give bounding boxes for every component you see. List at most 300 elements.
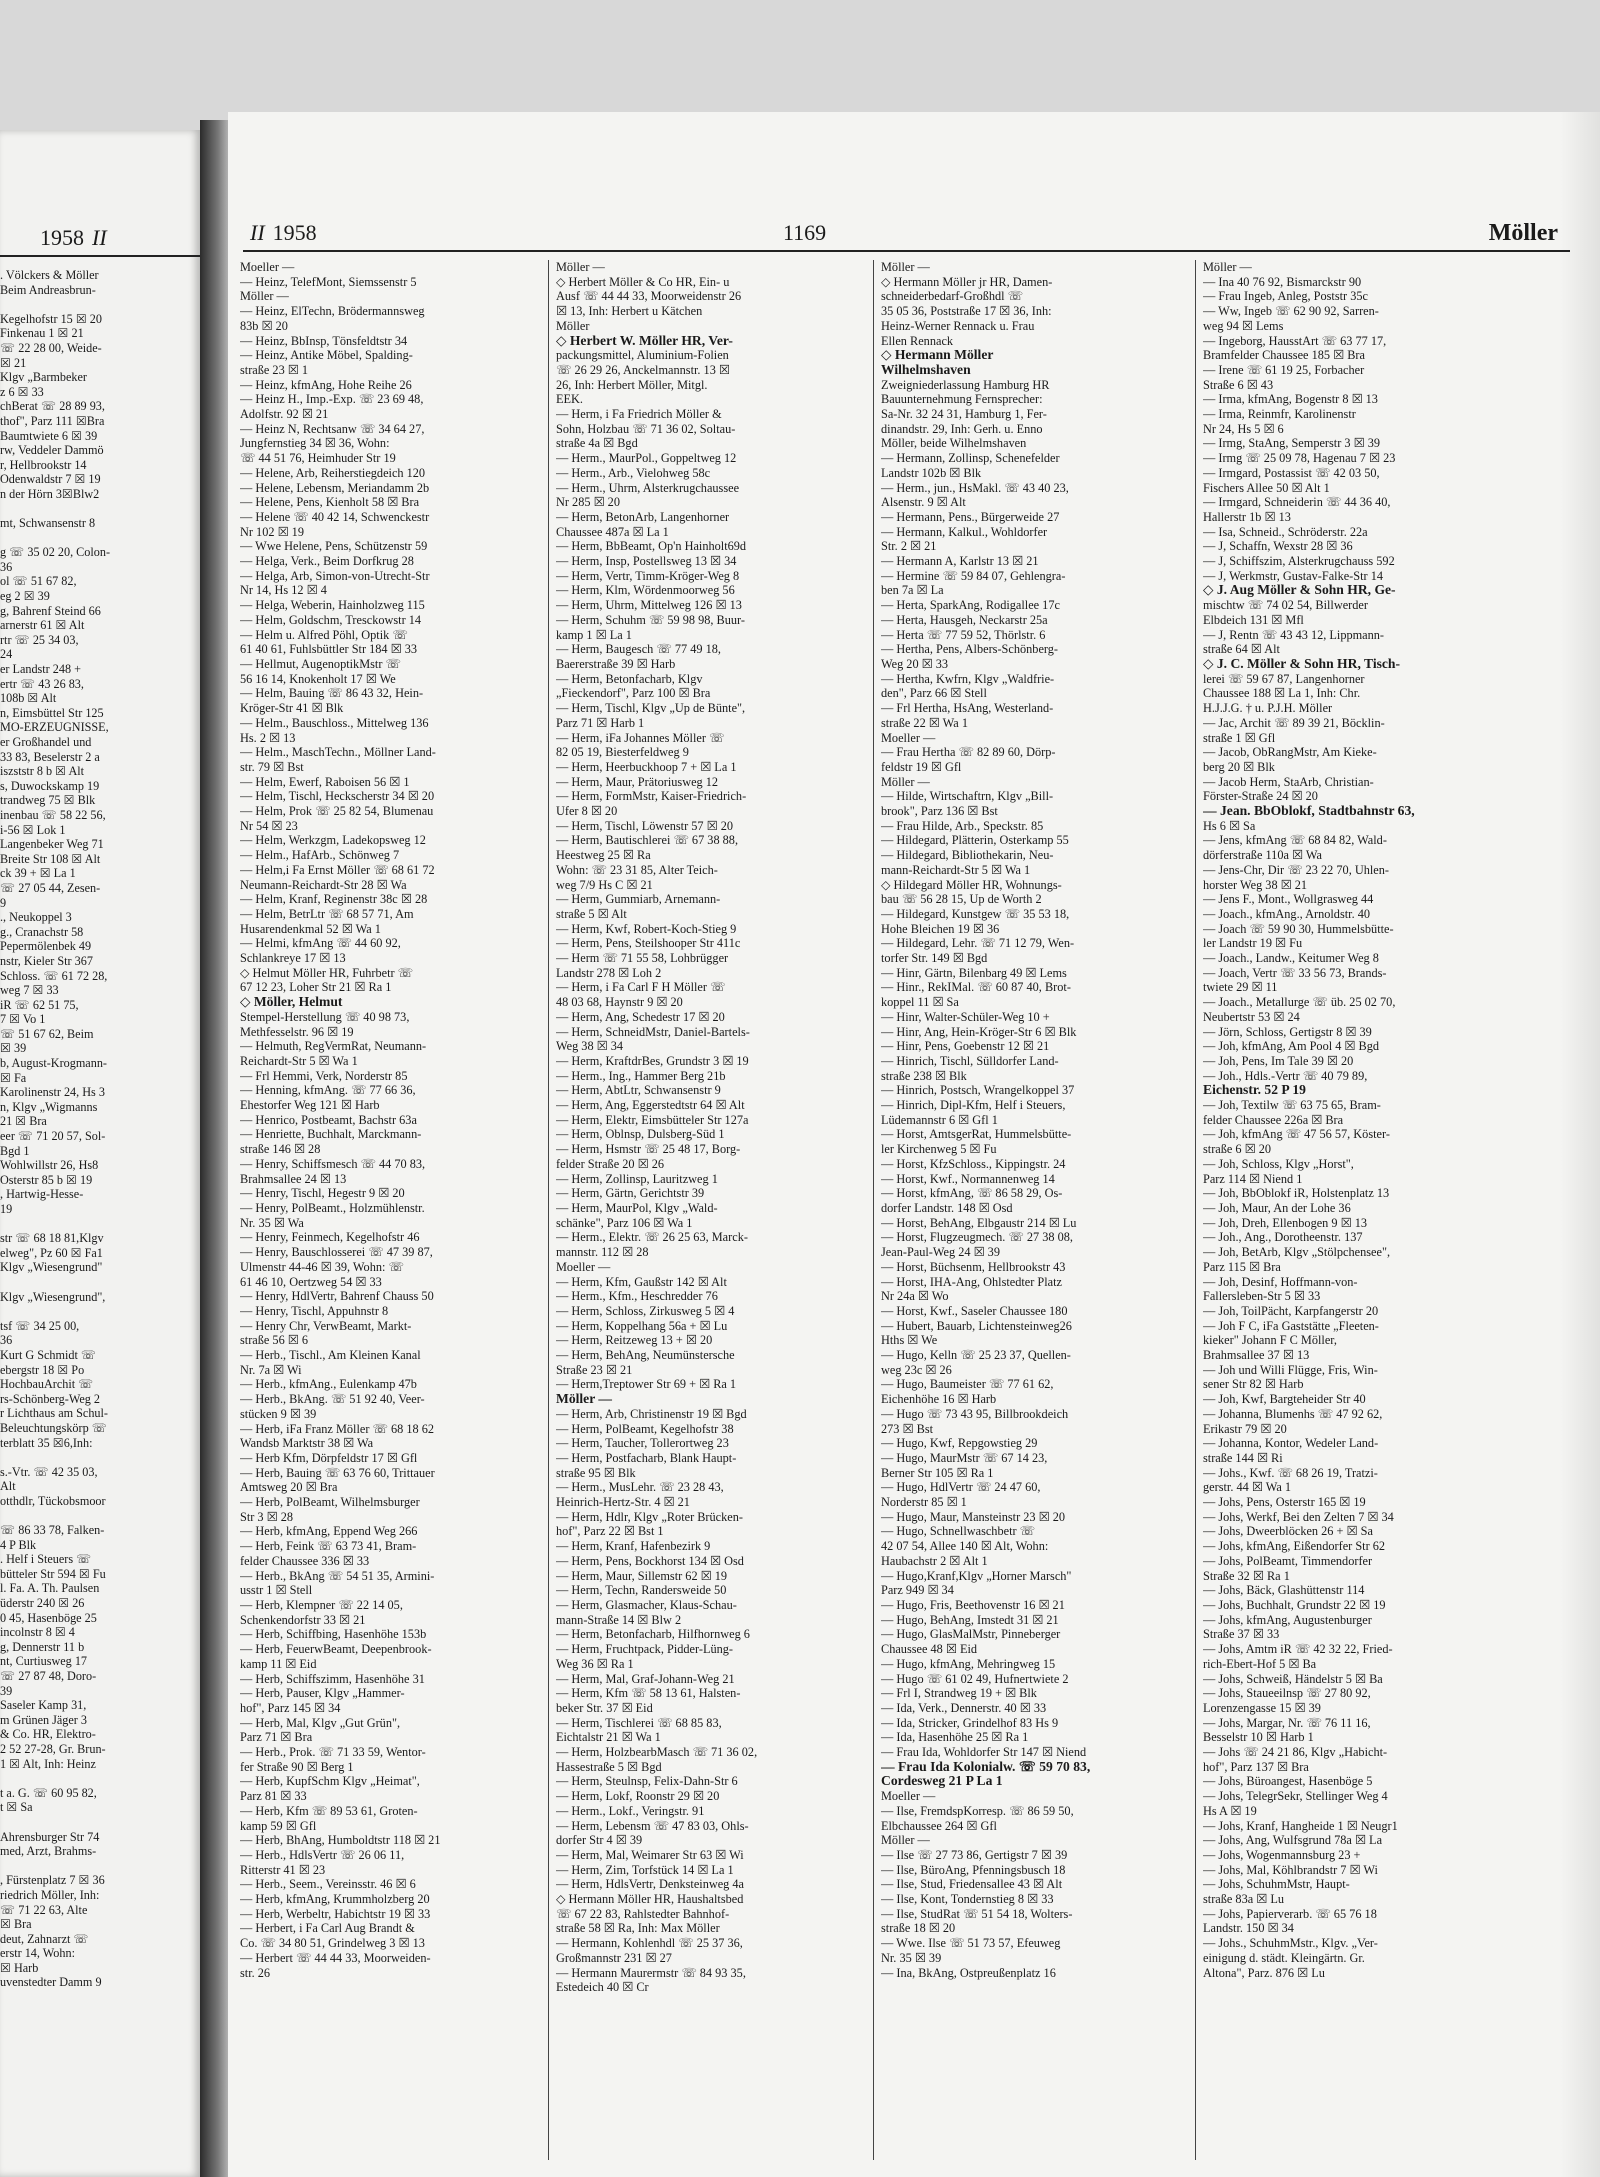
directory-entry-line: — Herm, Kwf, Robert-Koch-Stieg 9 (556, 921, 737, 936)
directory-entry-line: — Herm, Klm, Wördenmoorweg 56 (556, 583, 735, 598)
left-page-line: 2 52 27-28, Gr. Brun- (0, 1741, 106, 1756)
directory-entry-line: — Herm, Uhrm, Mittelweg 126 ☒ 13 (556, 598, 742, 613)
directory-entry-line: Str 3 ☒ 28 (240, 1509, 294, 1524)
directory-entry-line: Co. ☏ 34 80 51, Grindelweg 3 ☒ 13 (240, 1936, 425, 1951)
directory-entry-line: str. 79 ☒ Bst (240, 759, 304, 774)
directory-entry-line: 82 05 19, Biesterfeldweg 9 (556, 745, 689, 760)
directory-entry-line: — Joh, BbOblokf iR, Holstenplatz 13 (1203, 1186, 1390, 1201)
left-page-line: ☏ 71 22 63, Alte (0, 1902, 88, 1917)
left-page-line: str ☏ 68 18 81,Klgv (0, 1231, 104, 1246)
directory-entry-line: — Herm, Koppelhang 56a + ☒ Lu (556, 1318, 728, 1333)
directory-entry-line: — Hilde, Wirtschaftrn, Klgv „Bill- (881, 789, 1054, 804)
directory-entry-line: — J, Schaffn, Wexstr 28 ☒ 36 (1203, 539, 1353, 554)
directory-entry-line: Heestweg 25 ☒ Ra (556, 848, 651, 863)
left-page-line (0, 531, 195, 546)
directory-entry-line: straße 56 ☒ 6 (240, 1333, 309, 1348)
left-page-line: Pepermölenbek 49 (0, 939, 92, 954)
directory-entry-line: — Jörn, Schloss, Gertigstr 8 ☒ 39 (1203, 1024, 1372, 1039)
directory-entry-line: — Hellmut, AugenoptikMstr ☏ (240, 656, 401, 671)
directory-entry-line: — Herm, Ang, Schedestr 17 ☒ 20 (556, 1009, 725, 1024)
directory-entry-line: EEK. (556, 392, 583, 407)
directory-entry-line: ◇ Helmut Möller HR, Fuhrbetr ☏ (240, 965, 414, 980)
left-page-line: Kurt G Schmidt ☏ (0, 1347, 97, 1362)
directory-entry-line: — Johs, kfmAng, Augustenburger (1203, 1612, 1372, 1627)
directory-entry-line: — Herm, Arb, Christinenstr 19 ☒ Bgd (556, 1406, 747, 1421)
directory-entry-line: str. 26 (240, 1965, 271, 1980)
directory-entry-line: Lüdemannstr 6 ☒ Gfl 1 (881, 1112, 998, 1127)
directory-entry-line: Straße 37 ☒ 33 (1203, 1627, 1280, 1642)
left-page-line: 21 ☒ Bra (0, 1114, 47, 1129)
directory-entry-line: — Herm, Elektr, Eimsbütteler Str 127a (556, 1112, 749, 1127)
left-page-line: er Großhandel und (0, 735, 92, 749)
directory-entry-line: — Joh und Willi Flügge, Fris, Win- (1203, 1362, 1378, 1377)
directory-entry-line: — Hildegard, Bibliothekarin, Neu- (881, 848, 1054, 863)
directory-entry-line: — Hugo, Fris, Beethovenstr 16 ☒ 21 (881, 1597, 1065, 1612)
directory-entry-line: mann-Straße 14 ☒ Blw 2 (556, 1612, 682, 1627)
directory-entry-line: — Herta, SparkAng, Rodigallee 17c (881, 598, 1060, 613)
left-page-line (0, 1508, 195, 1523)
left-page-line: s, Duwockskamp 19 (0, 778, 100, 793)
directory-entry-line: — Herb., BkAng. ☏ 51 92 40, Veer- (240, 1392, 425, 1407)
left-page-line: er Landstr 248 + (0, 662, 81, 677)
directory-entry-line: — Herm, Hsmstr ☏ 25 48 17, Borg- (556, 1142, 741, 1157)
directory-entry-line: — Herm., MaurPol., Goppeltweg 12 (556, 451, 737, 466)
directory-entry-line: — Hinrich, Postsch, Wrangelkoppel 37 (881, 1083, 1075, 1098)
directory-entry-line: Adolfstr. 92 ☒ 21 (240, 407, 329, 422)
directory-entry-line: — Herb, iFa Franz Möller ☏ 68 18 62 (240, 1421, 434, 1436)
directory-entry-line: Fallersleben-Str 5 ☒ 33 (1203, 1289, 1321, 1304)
directory-entry-line: — Herm ☏ 71 55 58, Lohbrügger (556, 951, 729, 966)
directory-entry-line: Nr 14, Hs 12 ☒ 4 (240, 583, 327, 598)
directory-entry-line: — Hugo, Maur, Mansteinstr 23 ☒ 20 (881, 1509, 1066, 1524)
directory-entry-line: — Johs, Papierverarb. ☏ 65 76 18 (1203, 1906, 1377, 1921)
left-page-line: i-56 ☒ Lok 1 (0, 822, 66, 837)
left-page-line (0, 1771, 195, 1786)
directory-entry-line: — Herm,Treptower Str 69 + ☒ Ra 1 (556, 1377, 737, 1392)
directory-entry-line: mann-Reichardt-Str 5 ☒ Wa 1 (881, 862, 1031, 877)
directory-entry-line: kamp 1 ☒ La 1 (556, 627, 632, 642)
directory-column-2 (556, 260, 856, 2170)
left-page-line: thof", Parz 111 ☒Bra (0, 413, 105, 428)
directory-entry-line: Parz 114 ☒ Niend 1 (1203, 1171, 1303, 1186)
directory-entry-line: dorfer Landstr. 148 ☒ Osd (881, 1201, 1013, 1215)
directory-entry-line: — Herm, BetonArb, Langenhorner (556, 509, 730, 524)
directory-entry-line: Moeller — (881, 1789, 936, 1804)
directory-entry-line: — Herb., BkAng ☏ 54 51 35, Armini- (240, 1568, 435, 1583)
left-page-line: n, Klgv „Wigmanns (0, 1099, 98, 1114)
directory-entry-line: — Herm., Kfm., Heschredder 76 (556, 1289, 718, 1304)
directory-entry-line: — Horst, IHA-Ang, Ohlstedter Platz (881, 1274, 1063, 1289)
directory-entry-line: 48 03 68, Haynstr 9 ☒ 20 (556, 995, 683, 1010)
left-page-header (40, 225, 107, 251)
directory-entry-line: — Herm, Betonfacharb, Klgv (556, 671, 703, 686)
directory-entry-line: — Hermann Maurermstr ☏ 84 93 35, (556, 1965, 746, 1980)
directory-entry-line: — Henry Chr, VerwBeamt, Markt- (240, 1318, 412, 1333)
left-page-line: ☏ 27 05 44, Zesen- (0, 880, 101, 895)
directory-entry-line: — Helmuth, RegVermRat, Neumann- (240, 1039, 427, 1054)
left-page-line: ☒ Bra (0, 1917, 32, 1932)
directory-entry-line: schneiderbedarf-Großhdl ☏ (881, 289, 1024, 304)
directory-entry-line: — Johs, Büroangest, Hasenböge 5 (1203, 1774, 1373, 1789)
directory-entry-line: ◇ Herbert W. Möller HR, Ver- (556, 332, 733, 348)
directory-entry-line: Straße 32 ☒ Ra 1 (1203, 1568, 1290, 1583)
directory-entry-line: ☒ 13, Inh: Herbert u Kätchen (556, 304, 703, 319)
left-page-line: chBerat ☏ 28 89 93, (0, 399, 105, 414)
directory-entry-line: — Hugo ☏ 73 43 95, Billbrookdeich (881, 1406, 1069, 1421)
directory-entry-line: — Irmgard, Postassist ☏ 42 03 50, (1203, 465, 1380, 480)
directory-entry-line: — Johs, TelegrSekr, Stellinger Weg 4 (1203, 1789, 1388, 1804)
directory-entry-line: — Herm, Pens, Steilshooper Str 411c (556, 936, 741, 951)
left-page-line: t ☒ Sa (0, 1800, 33, 1815)
directory-entry-line: — Johs, Kranf, Hangheide 1 ☒ Neugr1 (1203, 1818, 1398, 1833)
directory-entry-line: — Herb., Tischl., Am Kleinen Kanal (240, 1348, 421, 1363)
directory-entry-line: — Herm, Maur, Sillemstr 62 ☒ 19 (556, 1568, 728, 1583)
directory-entry-line: — Ina, BkAng, Ostpreußenplatz 16 (881, 1965, 1056, 1980)
directory-entry-line: Jean-Paul-Weg 24 ☒ 39 (881, 1245, 1000, 1260)
directory-entry-line: — Henrico, Postbeamt, Bachstr 63a (240, 1112, 417, 1127)
directory-entry-line: — Ida, Hasenhöhe 25 ☒ Ra 1 (881, 1730, 1029, 1745)
directory-entry-line: straße 22 ☒ Wa 1 (881, 715, 968, 730)
left-page-line: ☏ 86 33 78, Falken- (0, 1523, 105, 1538)
directory-entry-line: ◇ J. Aug Möller & Sohn HR, Ge- (1203, 582, 1396, 598)
directory-entry-line: Landstr 102b ☒ Blk (881, 465, 982, 480)
directory-entry-line: — Horst, Kwf., Saseler Chaussee 180 (881, 1303, 1068, 1318)
directory-entry-line: straße 144 ☒ Ri (1203, 1450, 1283, 1465)
directory-entry-line: — Horst, AmtsgerRat, Hummelsbütte- (881, 1127, 1072, 1142)
directory-entry-line: — Herm, Betonfacharb, Hilfhornweg 6 (556, 1627, 750, 1642)
directory-entry-line: — Helga, Weberin, Hainholzweg 115 (240, 598, 425, 613)
directory-entry-line: Möller — (556, 1391, 612, 1407)
directory-entry-line: straße 23 ☒ 1 (240, 362, 309, 377)
directory-entry-line: 61 40 61, Fuhlsbüttler Str 184 ☒ 33 (240, 642, 418, 657)
directory-entry-line: — Frau Hertha ☏ 82 89 60, Dörp- (881, 745, 1056, 760)
left-page-line: MO-ERZEUGNISSE, (0, 720, 109, 735)
page-header (228, 220, 1600, 250)
directory-entry-line: — Hertha, Pens, Albers-Schönberg- (881, 642, 1059, 657)
directory-entry-line: — Ilse ☏ 27 73 86, Gertigstr 7 ☒ 39 (881, 1847, 1068, 1862)
left-page-line: . Völckers & Möller (0, 268, 99, 282)
left-page-line: ☏ 22 28 00, Weide- (0, 340, 102, 355)
directory-entry-line: Besselstr 10 ☒ Harb 1 (1203, 1730, 1314, 1745)
directory-entry-line: Bauunternehmung Fernsprecher: (881, 392, 1043, 407)
directory-entry-line: — Herb, Werbeltr, Habichtstr 19 ☒ 33 (240, 1906, 431, 1921)
directory-entry-line: — Jac, Archit ☏ 89 39 21, Böcklin- (1203, 715, 1385, 730)
directory-entry-line: Hs. 2 ☒ 13 (240, 730, 296, 745)
directory-entry-line: einigung d. städt. Kleingärtn. Gr. (1203, 1950, 1365, 1965)
directory-entry-line: dinandstr. 29, Inh: Gerh. u. Enno (881, 421, 1043, 436)
directory-entry-line: Altona", Parz. 876 ☒ Lu (1203, 1965, 1325, 1980)
directory-entry-line: — Herm, KraftdrBes, Grundstr 3 ☒ 19 (556, 1053, 749, 1068)
left-page-line: Finkenau 1 ☒ 21 (0, 326, 84, 341)
directory-entry-line: Weg 36 ☒ Ra 1 (556, 1656, 634, 1671)
left-page-line: nt, Curtiusweg 17 (0, 1654, 88, 1669)
directory-entry-line: Parz 81 ☒ 33 (240, 1789, 307, 1804)
directory-entry-line: — Herm, Mal, Graf-Johann-Weg 21 (556, 1671, 735, 1686)
directory-entry-line: — Joh, Textilw ☏ 63 75 65, Bram- (1203, 1098, 1381, 1113)
directory-entry-line: 26, Inh: Herbert Möller, Mitgl. (556, 377, 708, 392)
left-page-line: t a. G. ☏ 60 95 82, (0, 1785, 97, 1800)
directory-entry-line: — Joh, Pens, Im Tale 39 ☒ 20 (1203, 1053, 1354, 1068)
directory-entry-line: — Herm., jun., HsMakl. ☏ 43 40 23, (881, 480, 1069, 495)
directory-entry-line: — Irmg ☏ 25 09 78, Hagenau 7 ☒ 23 (1203, 451, 1396, 466)
directory-entry-line: Elbdeich 131 ☒ Mfl (1203, 612, 1304, 627)
directory-entry-line: Brahmsallee 37 ☒ 13 (1203, 1348, 1310, 1363)
left-page-line (0, 1859, 195, 1874)
directory-entry-line: Heinz-Werner Rennack u. Frau (881, 318, 1035, 333)
left-page-line: g., Cranachstr 58 (0, 924, 84, 939)
left-page-line: ebergstr 18 ☒ Po (0, 1362, 85, 1377)
directory-entry-line: — Herm., Arb., Vielohweg 58c (556, 465, 711, 480)
directory-entry-line: Norderstr 85 ☒ 1 (881, 1495, 967, 1510)
directory-entry-line: 67 12 23, Loher Str 21 ☒ Ra 1 (240, 980, 392, 995)
directory-entry-line: — Johs, Ang, Wulfsgrund 78a ☒ La (1203, 1833, 1383, 1848)
directory-entry-line: — Ilse, FremdspKorresp. ☏ 86 59 50, (881, 1803, 1074, 1818)
directory-entry-line: — Herm, Lokf, Roonstr 29 ☒ 20 (556, 1789, 720, 1804)
directory-entry-line: — Horst, Kwf., Normannenweg 14 (881, 1171, 1055, 1186)
directory-entry-line: — Irma, Reinmfr, Karolinenstr (1203, 407, 1356, 422)
left-page-line: g ☏ 35 02 20, Colon- (0, 545, 111, 560)
left-page-line: Breite Str 108 ☒ Alt (0, 851, 101, 866)
directory-entry-line: Ufer 8 ☒ 20 (556, 804, 618, 819)
directory-entry-line: — Hugo, Schnellwaschbetr ☏ (881, 1524, 1036, 1539)
directory-entry-line: Elbchaussee 264 ☒ Gfl (881, 1818, 997, 1833)
left-page-line: Schloss. ☏ 61 72 28, (0, 968, 108, 983)
directory-entry-line: — Hinr, Gärtn, Bilenbarg 49 ☒ Lems (881, 965, 1067, 980)
directory-entry-line: — Horst, Flugzeugmech. ☏ 27 38 08, (881, 1230, 1073, 1245)
directory-entry-line: — Herb, Schiffszimm, Hasenhöhe 31 (240, 1671, 425, 1686)
directory-entry-line: Wohn: ☏ 23 31 85, Alter Teich- (556, 862, 718, 877)
directory-entry-line: — Hinr, Pens, Goebenstr 12 ☒ 21 (881, 1039, 1050, 1054)
page-year (250, 220, 317, 246)
directory-entry-line: — Henry, Tischl, Hegestr 9 ☒ 20 (240, 1186, 405, 1201)
directory-entry-line: Eichenhöhe 16 ☒ Harb (881, 1392, 997, 1407)
directory-entry-line: — Joh, Maur, An der Lohe 36 (1203, 1201, 1351, 1215)
left-page-line: ., Neukoppel 3 (0, 910, 72, 925)
directory-entry-line: Moeller — (240, 260, 295, 274)
directory-entry-line: Nr 24a ☒ Wo (881, 1289, 949, 1304)
directory-entry-line: — Joh., Hdls.-Vertr ☏ 40 79 89, (1203, 1068, 1368, 1083)
left-page-line: ☒ 21 (0, 355, 27, 370)
directory-entry-line: — Henry, Bauschlosserei ☏ 47 39 87, (240, 1245, 433, 1260)
directory-entry-line: straße 146 ☒ 28 (240, 1142, 321, 1157)
directory-entry-line: Reichardt-Str 5 ☒ Wa 1 (240, 1053, 358, 1068)
directory-entry-line: Zweigniederlassung Hamburg HR (881, 377, 1050, 392)
directory-entry-line: mischtw ☏ 74 02 54, Billwerder (1203, 598, 1368, 613)
left-page-line: 39 (0, 1683, 13, 1698)
directory-entry-line: Ellen Rennack (881, 333, 954, 348)
directory-entry-line: Weg 38 ☒ 34 (556, 1039, 624, 1054)
directory-entry-line: Baererstraße 39 ☒ Harb (556, 656, 676, 671)
directory-entry-line: Hs A ☒ 19 (1203, 1803, 1257, 1818)
left-page-line: 33 83, Beselerstr 2 a (0, 749, 100, 764)
directory-entry-line: straße 18 ☒ 20 (881, 1921, 956, 1936)
left-page-line: uvenstedter Damm 9 (0, 1975, 102, 1990)
directory-entry-line: ◇ Herbert Möller & Co HR, Ein- u (556, 274, 730, 289)
directory-entry-line: — Helm., MaschTechn., Möllner Land- (240, 745, 436, 760)
directory-entry-line: Eichtalstr 21 ☒ Wa 1 (556, 1730, 661, 1745)
left-page-line: z 6 ☒ 33 (0, 384, 44, 399)
directory-entry-line: beker Str. 37 ☒ Eid (556, 1700, 653, 1715)
directory-entry-line: — Joh, ToilPächt, Karpfangerstr 20 (1203, 1303, 1379, 1318)
left-page-line: Wohlwillstr 26, Hs8 (0, 1158, 99, 1173)
directory-entry-line: — Johs., Kwf. ☏ 68 26 19, Tratzi- (1203, 1465, 1378, 1480)
directory-entry-line: — Hubert, Bauarb, Lichtensteinweg26 (881, 1318, 1072, 1333)
directory-entry-line: — Herm, SchneidMstr, Daniel-Bartels- (556, 1024, 750, 1039)
directory-entry-line: kamp 11 ☒ Eid (240, 1656, 317, 1671)
directory-entry-line: — Isa, Schneid., Schröderstr. 22a (1203, 524, 1368, 539)
directory-entry-line: — J, Schiffszim, Alsterkrugchauss 592 (1203, 554, 1395, 569)
directory-entry-line: — Herm, BehAng, Neumünstersche (556, 1348, 735, 1363)
left-page-line: 108b ☒ Alt (0, 691, 57, 706)
directory-entry-line: Hths ☒ We (881, 1333, 938, 1348)
directory-entry-line: — Frl I, Strandweg 19 + ☒ Blk (881, 1686, 1037, 1701)
left-page-line: ol ☏ 51 67 82, (0, 574, 77, 589)
left-page-line: mt, Schwansenstr 8 (0, 516, 96, 531)
directory-entry-line: — Ww, Ingeb ☏ 62 90 92, Sarren- (1203, 304, 1379, 319)
left-page-line: ☒ 39 (0, 1041, 27, 1056)
directory-entry-line: — Herm, Tischl, Löwenstr 57 ☒ 20 (556, 818, 734, 833)
directory-entry-line: ler Kirchenweg 5 ☒ Fu (881, 1142, 997, 1157)
left-page-line: Beleuchtungskörp ☏ (0, 1420, 107, 1435)
directory-entry-line: Nr. 35 ☒ 39 (881, 1950, 942, 1965)
directory-entry-line: — Joh, Kwf, Bargteheider Str 40 (1203, 1392, 1366, 1407)
directory-entry-line: Möller (556, 318, 590, 333)
directory-entry-line: — Johs., SchuhmMstr., Klgv. „Ver- (1203, 1936, 1378, 1951)
directory-entry-line: horster Weg 38 ☒ 21 (1203, 877, 1308, 892)
directory-entry-line: — Hildegard, Lehr. ☏ 71 12 79, Wen- (881, 936, 1075, 951)
directory-entry-line: Parz 71 ☒ Harb 1 (556, 715, 645, 730)
directory-entry-line: — Herm, Baugesch ☏ 77 49 18, (556, 642, 721, 657)
directory-entry-line: — Herm, MaurPol, Klgv „Wald- (556, 1201, 718, 1215)
directory-entry-line: hof", Parz 145 ☒ 34 (240, 1700, 341, 1715)
directory-entry-line: Weg 20 ☒ 33 (881, 656, 949, 671)
directory-entry-line: — Herm, Schuhm ☏ 59 98 98, Buur- (556, 612, 745, 627)
page-surname-heading: Möller (1488, 220, 1558, 246)
directory-entry-line: — Herb., kfmAng., Eulenkamp 47b (240, 1377, 417, 1392)
directory-entry-line: ☏ 67 22 83, Rahlstedter Bahnhof- (556, 1906, 730, 1921)
left-page-line: rw, Veddeler Dammö (0, 443, 104, 458)
directory-entry-line: Stempel-Herstellung ☏ 40 98 73, (240, 1009, 410, 1024)
directory-entry-line: mannstr. 112 ☒ 28 (556, 1245, 649, 1260)
left-page-line: otthdlr, Tückobsmoor (0, 1493, 106, 1508)
directory-entry-line: ◇ Hermann Möller jr HR, Damen- (881, 274, 1053, 289)
directory-entry-line: Erikastr 79 ☒ 20 (1203, 1421, 1287, 1436)
directory-entry-line: — Herm, HdlsVertr, Denksteinweg 4a (556, 1877, 745, 1892)
left-page-line: erstr 14, Wohn: (0, 1946, 75, 1961)
left-page-line (0, 1815, 195, 1830)
directory-entry-line: — Heinz, ElTechn, Brödermannsweg (240, 304, 425, 319)
directory-entry-line: Husarendenkmal 52 ☒ Wa 1 (240, 921, 381, 936)
directory-entry-line: — Johs, Staueeilnsp ☏ 27 80 92, (1203, 1686, 1371, 1701)
directory-entry-line: — Hermann, Kohlenhdl ☏ 25 37 36, (556, 1936, 743, 1951)
directory-entry-line: — Irene ☏ 61 19 25, Forbacher (1203, 362, 1365, 377)
directory-entry-line: — Herbert, i Fa Carl Aug Brandt & (240, 1921, 415, 1936)
directory-entry-line: — Herm, Mal, Weimarer Str 63 ☒ Wi (556, 1847, 744, 1862)
directory-entry-line: — Ilse, Stud, Friedensallee 43 ☒ Alt (881, 1877, 1063, 1892)
directory-entry-line: — Herm, Tischlerei ☏ 68 85 83, (556, 1715, 722, 1730)
directory-entry-line: — Hinrich, Tischl, Sülldorfer Land- (881, 1053, 1059, 1068)
directory-entry-line: — Herm, PolBeamt, Kegelhofstr 38 (556, 1421, 734, 1436)
directory-entry-line: — Herm, Zollinsp, Lauritzweg 1 (556, 1171, 718, 1186)
left-page-line: ck 39 + ☒ La 1 (0, 866, 76, 881)
directory-entry-line: Haubachstr 2 ☒ Alt 1 (881, 1553, 988, 1568)
directory-entry-line: — Horst, KfzSchloss., Kippingstr. 24 (881, 1156, 1066, 1171)
directory-entry-line: — Joach., kfmAng., Arnoldstr. 40 (1203, 906, 1371, 921)
left-page-line: Langenbeker Weg 71 (0, 837, 104, 852)
directory-entry-line: Neumann-Reichardt-Str 28 ☒ Wa (240, 877, 407, 892)
left-page-line: Bgd 1 (0, 1143, 30, 1158)
directory-entry-line: — Herm, BbBeamt, Op'n Hainholt69d (556, 539, 747, 554)
directory-column-4 (1203, 260, 1503, 2170)
left-page-line: Klgv „Wiesengrund" (0, 1260, 103, 1275)
directory-entry-line: — Heinz N, Rechtsanw ☏ 34 64 27, (240, 421, 425, 436)
page-fold-shadow (1560, 112, 1600, 2177)
directory-entry-line: — Herb, Feink ☏ 63 73 41, Bram- (240, 1539, 417, 1554)
directory-entry-line: — Horst, BehAng, Elbgaustr 214 ☒ Lu (881, 1215, 1077, 1230)
directory-entry-line: Heinrich-Hertz-Str. 4 ☒ 21 (556, 1495, 690, 1510)
directory-entry-line: — Hinr, Walter-Schüler-Weg 10 + (881, 1009, 1050, 1024)
left-page-line (0, 1304, 195, 1319)
left-page-line: r Lichthaus am Schul- (0, 1406, 108, 1421)
directory-entry-line: — Herm, iFa Johannes Möller ☏ (556, 730, 725, 745)
directory-entry-line: straße 83a ☒ Lu (1203, 1892, 1285, 1907)
directory-entry-line: „Fieckendorf", Parz 100 ☒ Bra (556, 686, 711, 701)
directory-entry-line: Möller — (240, 289, 289, 304)
directory-entry-line: — Herm, Reitzeweg 13 + ☒ 20 (556, 1333, 713, 1348)
directory-entry-line: — Frau Ingeb, Anleg, Poststr 35c (1203, 289, 1368, 304)
directory-entry-line: koppel 11 ☒ Sa (881, 995, 959, 1010)
directory-entry-line: weg 7/9 Hs C ☒ 21 (556, 877, 653, 892)
directory-entry-line: — Hugo, kfmAng, Mehringweg 15 (881, 1656, 1056, 1671)
left-page-year: 1958 (40, 225, 84, 250)
directory-entry-line: Schlankreye 17 ☒ 13 (240, 951, 346, 966)
directory-entry-line: — Frau Ida Kolonialw. ☏ 59 70 83, (881, 1758, 1091, 1774)
directory-entry-line: Großmannstr 231 ☒ 27 (556, 1950, 672, 1965)
directory-entry-line: — Helm, Bauing ☏ 86 43 32, Hein- (240, 686, 424, 701)
directory-entry-line: — Herb, Kfm ☏ 89 53 61, Groten- (240, 1803, 418, 1818)
directory-entry-line: Hallerstr 1b ☒ 13 (1203, 509, 1291, 524)
directory-entry-line: ◇ Hermann Möller HR, Haushaltsbed (556, 1892, 744, 1907)
left-page-line: 0 45, Hasenböge 25 (0, 1610, 97, 1625)
left-page-line: iszststr 8 b ☒ Alt (0, 764, 85, 779)
directory-entry-line: — Herb, Klempner ☏ 22 14 05, (240, 1597, 403, 1612)
directory-entry-line: — Helm,i Fa Ernst Möller ☏ 68 61 72 (240, 862, 435, 877)
directory-entry-line: — Helm, Prok ☏ 25 82 54, Blumenau (240, 804, 434, 819)
directory-entry-line: ◇ J. C. Möller & Sohn HR, Tisch- (1203, 655, 1401, 671)
left-page-line: tsf ☏ 34 25 00, (0, 1318, 80, 1333)
directory-entry-line: straße 6 ☒ 20 (1203, 1142, 1272, 1157)
left-page-line: Saseler Kamp 31, (0, 1698, 87, 1713)
directory-entry-line: — Hugo, BehAng, Imstedt 31 ☒ 21 (881, 1612, 1059, 1627)
directory-entry-line: Möller — (881, 774, 930, 789)
directory-entry-line: — Johs, PolBeamt, Timmendorfer (1203, 1553, 1373, 1568)
left-page-fragment (0, 130, 200, 2177)
left-page-line: iR ☏ 62 51 75, (0, 997, 79, 1012)
directory-entry-line: Parz 115 ☒ Bra (1203, 1259, 1281, 1274)
directory-entry-line: — Herb, Pauser, Klgv „Hammer- (240, 1686, 405, 1701)
left-page-line: l. Fa. A. Th. Paulsen (0, 1581, 100, 1596)
directory-entry-line: — Helene ☏ 40 42 14, Schwenckestr (240, 509, 430, 524)
directory-entry-line: usstr 1 ☒ Stell (240, 1583, 313, 1598)
left-page-line: Baumtwiete 6 ☒ 39 (0, 428, 98, 443)
directory-entry-line: — Herb., Prok. ☏ 71 33 59, Wentor- (240, 1745, 426, 1760)
directory-entry-line: straße 95 ☒ Blk (556, 1465, 636, 1480)
directory-entry-line: — J, Werkmstr, Gustav-Falke-Str 14 (1203, 568, 1383, 583)
left-page-line: eg 2 ☒ 39 (0, 589, 50, 604)
directory-entry-line: — Herm, i Fa Carl F H Möller ☏ (556, 980, 726, 995)
directory-page (228, 112, 1600, 2177)
directory-entry-line: Hohe Bleichen 19 ☒ 36 (881, 921, 1000, 936)
